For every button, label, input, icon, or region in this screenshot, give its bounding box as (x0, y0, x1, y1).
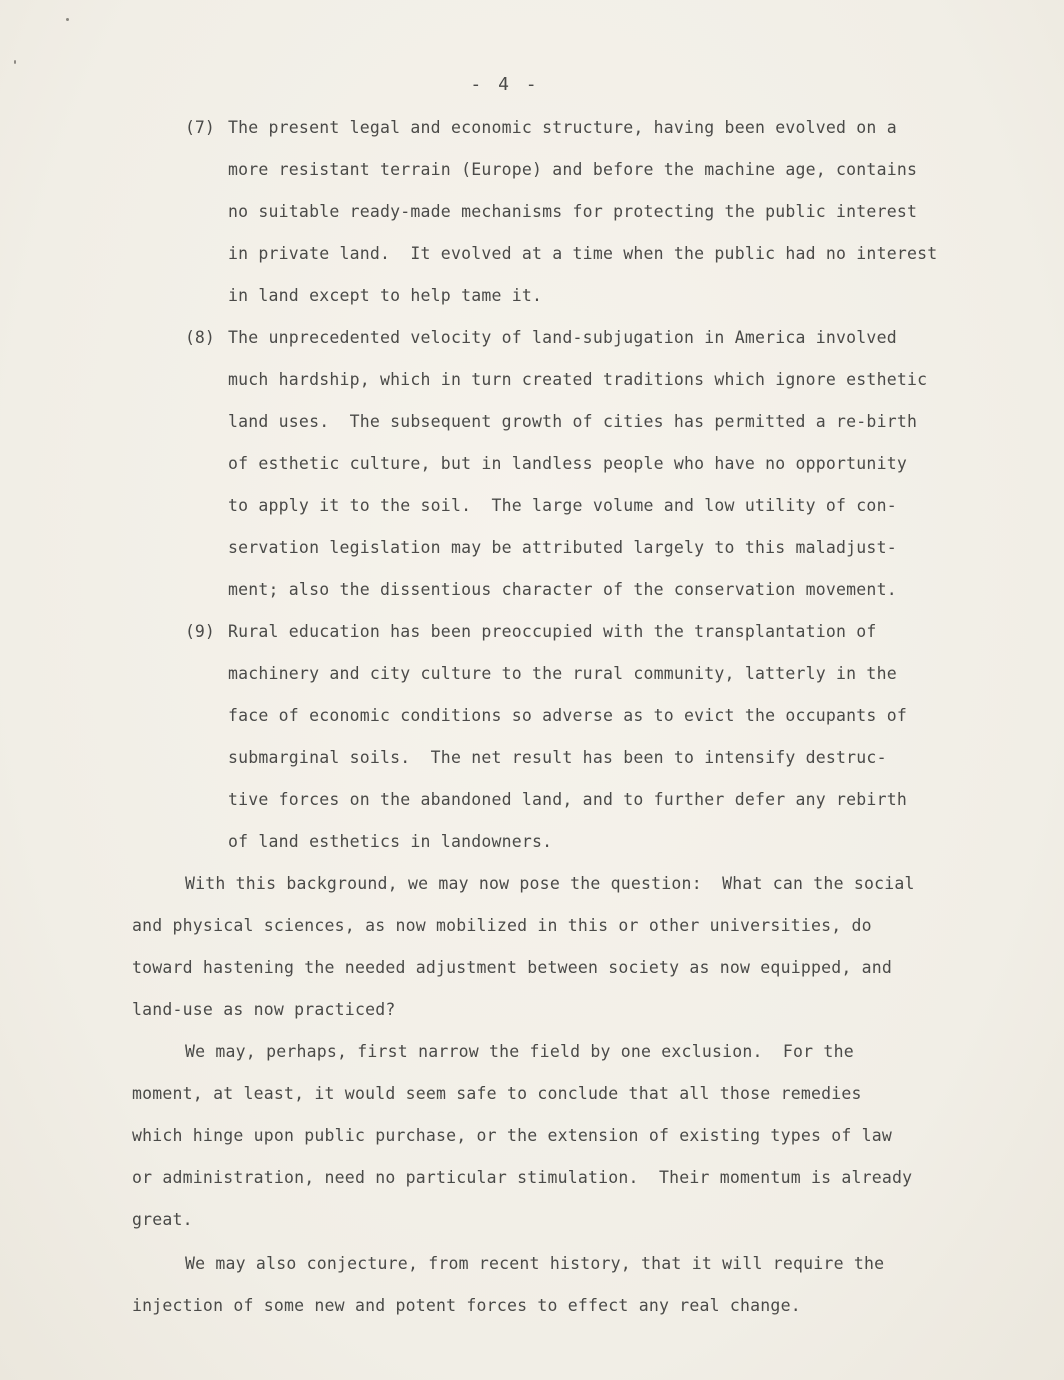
item-line: in private land. It evolved at a time when the public had no interest (228, 244, 938, 263)
item-line: submarginal soils. The net result has been to intensify destruc- (228, 748, 887, 767)
paragraph-line: great. (132, 1210, 193, 1229)
item-line: much hardship, which in turn created traditions which ignore esthetic (228, 370, 928, 389)
item-number: (7) (185, 118, 215, 137)
paragraph-line: We may also conjecture, from recent history, that it will require the (185, 1254, 885, 1273)
item-line: face of economic conditions so adverse as to evict the occupants of (228, 706, 907, 725)
item-line: more resistant terrain (Europe) and before the machine age, contains (228, 160, 918, 179)
item-line: of land esthetics in landowners. (228, 832, 553, 851)
paragraph-line: injection of some new and potent forces to effect any real change. (132, 1296, 801, 1315)
paper-speck (14, 60, 16, 64)
item-line: Rural education has been preoccupied with the transplantation of (228, 622, 877, 641)
paragraph-line: land-use as now practiced? (132, 1000, 396, 1019)
item-line: machinery and city culture to the rural community, latterly in the (228, 664, 897, 683)
item-number: (8) (185, 328, 215, 347)
item-line: The unprecedented velocity of land-subjugation in America involved (228, 328, 897, 347)
paragraph-line: With this background, we may now pose the question: What can the social (185, 874, 915, 893)
item-line: land uses. The subsequent growth of cities has permitted a re-birth (228, 412, 918, 431)
item-line: ment; also the dissentious character of the conservation movement. (228, 580, 897, 599)
paragraph-line: or administration, need no particular stimulation. Their momentum is already (132, 1168, 913, 1187)
paragraph-line: moment, at least, it would seem safe to conclude that all those remedies (132, 1084, 862, 1103)
paper-speck (66, 18, 69, 21)
paragraph-line: which hinge upon public purchase, or the extension of existing types of law (132, 1126, 893, 1145)
item-line: of esthetic culture, but in landless people who have no opportunity (228, 454, 907, 473)
paragraph-line: and physical sciences, as now mobilized in this or other universities, do (132, 916, 872, 935)
item-line: to apply it to the soil. The large volume and low utility of con- (228, 496, 897, 515)
item-number: (9) (185, 622, 215, 641)
page-number: - 4 - (470, 74, 540, 95)
item-line: in land except to help tame it. (228, 286, 543, 305)
item-line: The present legal and economic structure, having been evolved on a (228, 118, 897, 137)
item-line: servation legislation may be attributed largely to this maladjust- (228, 538, 897, 557)
paragraph-line: toward hastening the needed adjustment between society as now equipped, and (132, 958, 893, 977)
item-line: tive forces on the abandoned land, and to further defer any rebirth (228, 790, 907, 809)
paragraph-line: We may, perhaps, first narrow the field by one exclusion. For the (185, 1042, 854, 1061)
item-line: no suitable ready-made mechanisms for protecting the public interest (228, 202, 918, 221)
